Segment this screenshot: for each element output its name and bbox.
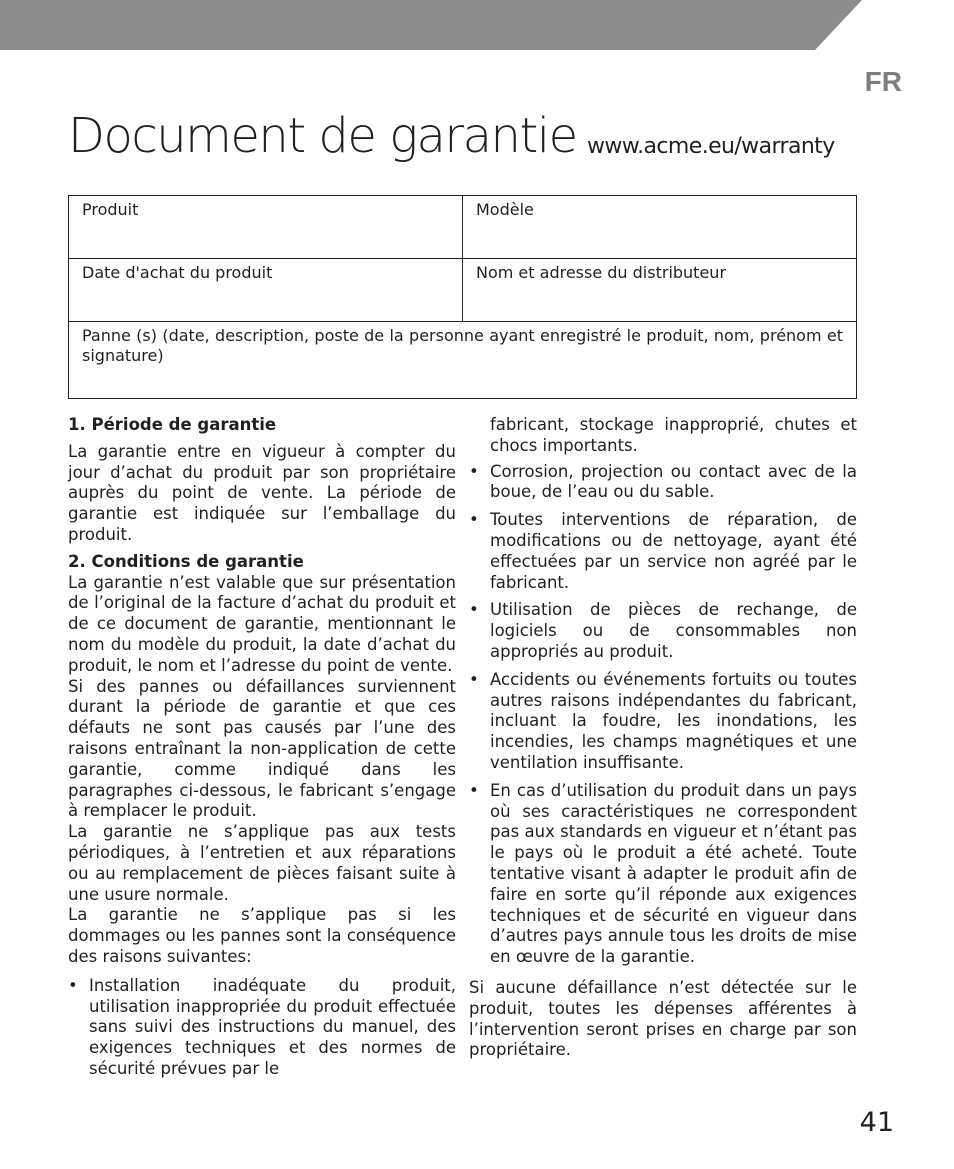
failures-label: Panne (s) (date, description, poste de la personne ayant enregistré le produit, nom, prénom et signature) [82, 326, 843, 365]
list-item-text: Utilisation de pièces de rechange, de logiciels ou de consommables non appropriés au produit. [490, 600, 857, 661]
bullet-icon: • [469, 669, 479, 689]
list-item [469, 670, 857, 774]
model-label: Modèle [476, 200, 534, 219]
list-item [469, 781, 857, 968]
right-column [469, 415, 857, 1061]
list-item-text: Installation inadéquate du produit, utilisation inappropriée du produit effectuée sans suivi des instructions du manuel, des exigences techniques et des normes de sécurité prévues par le [89, 975, 456, 1078]
failures-field[interactable] [69, 322, 857, 399]
list-item [469, 600, 857, 662]
section-heading-warranty-conditions: 2. Conditions de garantie [68, 551, 304, 571]
list-item [469, 510, 857, 593]
warranty-period-paragraph: La garantie entre en vigueur à compter du jour d’achat du produit par son propriétaire auprès du point de vente. La période de garantie est indiquée sur l’emballage du produit. [68, 441, 456, 544]
warranty-form-table [68, 195, 857, 399]
bullet-icon: • [469, 510, 479, 530]
conditions-paragraph-2: Si des pannes ou défaillances surviennent durant la période de garantie et que ces défauts ne sont pas causés par l’une des raisons entraînant la non-application de cette garantie, comme indiqué dans les paragraphes ci-dessous, le fabricant s’engage à remplacer le produit. [68, 676, 456, 821]
exclusion-list-continued [469, 462, 857, 968]
distributor-label: Nom et adresse du distributeur [476, 263, 727, 282]
closing-paragraph: Si aucune défaillance n’est détectée sur le produit, toutes les dépenses afférentes à l’intervention seront prises en charge par son propriétaire. [469, 977, 857, 1060]
bullet-icon: • [469, 461, 479, 481]
section-heading-warranty-period: 1. Période de garantie [68, 415, 277, 434]
list-item-continuation: fabricant, stockage inapproprié, chutes et chocs importants. [490, 415, 857, 455]
language-badge: FR [864, 66, 902, 97]
list-item [68, 976, 456, 1080]
list-item-text: En cas d’utilisation du produit dans un pays où ses caractéristiques ne correspondent pas aux standards en vigueur et n’étant pas le pays où le produit a été acheté. Toute tentative visant à adapter le produit afin de faire en sorte qu’il réponde aux exigences techniques et de sécurité en vigueur dans d’autres pays annule tous les droits de mise en œuvre de la garantie. [490, 780, 857, 967]
bullet-icon: • [68, 975, 78, 995]
header-banner [0, 0, 954, 50]
list-item [469, 462, 857, 504]
purchase-date-label: Date d'achat du produit [82, 263, 273, 282]
left-column [68, 415, 456, 1080]
exclusion-list [68, 976, 456, 1080]
distributor-field[interactable] [463, 259, 857, 322]
purchase-date-field[interactable] [69, 259, 463, 322]
page-number: 41 [859, 1107, 894, 1138]
list-item-text: Corrosion, projection ou contact avec de la boue, de l’eau ou du sable. [490, 461, 857, 502]
product-field[interactable] [69, 196, 463, 259]
model-field[interactable] [463, 196, 857, 259]
warranty-url: www.acme.eu/warranty [587, 134, 835, 159]
page-title: Document de garantie [68, 108, 577, 164]
bullet-icon: • [469, 600, 479, 620]
conditions-paragraph-1: La garantie n’est valable que sur présentation de l’original de la facture d’achat du produit et de ce document de garantie, mentionnant le nom du modèle du produit, la date d’achat du produit, le nom et l’adresse du point de vente. [68, 572, 456, 675]
list-item-text: Accidents ou événements fortuits ou toutes autres raisons indépendantes du fabricant, incluant la foudre, les inondations, les incendies, les champs magnétiques et une ventilation insuffisante. [490, 669, 857, 772]
product-label: Produit [82, 200, 139, 219]
list-item-text: Toutes interventions de réparation, de modifications ou de nettoyage, ayant été effectuées par un service non agréé par le fabricant. [490, 510, 857, 592]
conditions-paragraph-4: La garantie ne s’applique pas si les dommages ou les pannes sont la conséquence des raisons suivantes: [68, 905, 456, 966]
conditions-paragraph-3: La garantie ne s’applique pas aux tests périodiques, à l’entretien et aux réparations ou au remplacement de pièces faisant suite à une usure normale. [68, 822, 456, 904]
bullet-icon: • [469, 780, 479, 800]
